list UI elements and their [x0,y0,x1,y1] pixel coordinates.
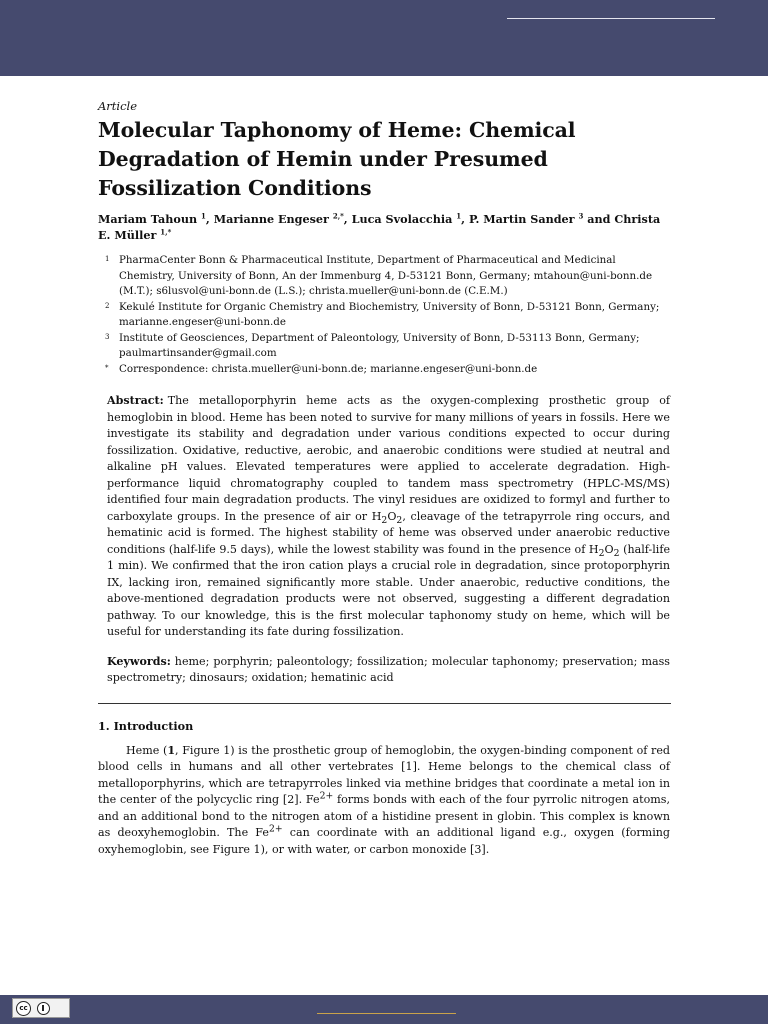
header-rule [507,18,715,19]
author-list [98,211,670,243]
compound-number: 1 [167,743,176,757]
introduction-paragraph [98,743,670,859]
author-name: Mariam Tahoun [98,212,198,226]
article-title: Molecular Taphonomy of Heme: Chemical Degradation of Hemin under Presumed Fossilization Conditions [98,118,576,200]
affiliation-list [98,253,670,377]
author-affil-mark: 3 [578,211,584,221]
affiliation-marker: * [105,363,109,372]
author-name: Marianne Engeser [213,212,329,226]
abstract-text: (half-life 1 min). We confirmed that the iron cation plays a crucial role in degradation, since protoporphyrin IX, lacking iron, remained significantly more stable. Under anaerobic, reductive conditions, the above-mentioned degradation products were not observed, suggesting a different degradation pathway. To our knowledge, this is the first molecular taphonomy study on heme, which will be useful for understanding its fate during fossilization. [107,542,671,638]
creative-commons-icon: cc [16,1001,31,1016]
subscript: 2 [613,547,620,559]
keywords [107,654,670,687]
affiliation-item [98,253,670,300]
affiliation-text: Kekulé Institute for Organic Chemistry and Biochemistry, University of Bonn, D-53121 Bonn, Germany; marianne.engeser@uni-bonn.de [119,300,660,328]
superscript: 2+ [319,790,334,802]
abstract-text: O [387,509,397,523]
subscript: 2 [598,547,605,559]
footer-rule [317,1013,456,1014]
footer-banner [0,995,768,1024]
author-separator: and [583,212,615,226]
author-name: Christa E. Müller [98,212,661,242]
article-body [98,99,670,858]
author-separator: , [343,212,352,226]
author-separator: , [461,212,469,226]
superscript: 2+ [268,823,283,835]
abstract-text: O [604,542,614,556]
body-text: Heme ( [126,743,168,757]
body-text: can coordinate with an additional ligand e.g., oxygen (forming oxyhemoglobin, see Figure 1), or with water, or carbon monoxide [3]. [98,826,670,856]
affiliation-text: Correspondence: christa.mueller@uni-bonn.de; marianne.engeser@uni-bonn.de [119,362,538,375]
author-name: P. Martin Sander [468,212,575,226]
abstract [107,393,670,641]
header-banner [0,0,768,76]
section-divider [98,703,671,704]
author-affil-mark: 1 [456,211,462,221]
affiliation-item [98,362,670,378]
keywords-text: heme; porphyrin; paleontology; fossilization; molecular taphonomy; preservation; mass spectrometry; dinosaurs; oxidation; hematinic acid [107,654,670,684]
abstract-label: Abstract: [107,394,164,407]
author-affil-mark: 1,* [160,227,172,237]
body-text: , Figure 1) is the prosthetic group of hemoglobin, the oxygen-binding component of red blood cells in humans and all other vertebrates [1]. Heme belongs to the chemical class of metalloporphyrins, which are tetrapyrroles linked via methine bridges that coordinate a metal ion in the center of the polycyclic ring [2]. Fe [98,743,670,806]
article-type: Article [98,99,138,113]
affiliation-text: Institute of Geosciences, Department of Paleontology, University of Bonn, D-53113 Bonn, Germany; paulmartinsander@gmail.com [119,331,640,359]
body-text: forms bonds with each of the four pyrrolic nitrogen atoms, and an additional bond to the nitrogen atom of a histidine present in globin. This complex is known as deoxyhemoglobin. The Fe [98,793,670,839]
subscript: 2 [381,514,388,526]
abstract-text: , cleavage of the tetrapyrrole ring occurs, and hematinic acid is formed. The highest stability of heme was observed under anaerobic reductive conditions (half-life 9.5 days), while the lowest stability was found in the presence of H [107,509,670,556]
attribution-icon [37,1002,50,1015]
author-affil-mark: 1 [201,211,206,221]
keywords-label: Keywords: [107,654,171,668]
subscript: 2 [396,514,403,526]
affiliation-item [98,331,670,362]
affiliation-marker: 3 [105,332,110,341]
author-separator: , [205,212,214,226]
affiliation-marker: 1 [105,255,110,263]
abstract-text: The metalloporphyrin heme acts as the oxygen-complexing prosthetic group of hemoglobin in blood. Heme has been noted to survive for many millions of years in fossils. Here we investigate its stability and degradation under various conditions expected to occur during fossilization. Oxidative, reductive, aerobic, and anaerobic conditions were studied at neutral and alkaline pH values. Elevated temperatures were applied to accelerate degradation. High-performance liquid chromatography coupled to tandem mass spectrometry (HPLC-MS/MS) identified four main degradation products. The vinyl residues are oxidized to formyl and further to carboxylate groups. In the presence of air or H [107,394,670,523]
affiliation-text: PharmaCenter Bonn & Pharmaceutical Institute, Department of Pharmaceutical and Medicinal Chemistry, University of Bonn, An der Immenburg 4, D-53121 Bonn, Germany; mtahoun@uni-bonn.de (M.T.); s6lusvol@uni-bonn.de (L.S.); christa.mueller@uni-bonn.de (C.E.M.) [119,254,653,297]
section-heading: 1. Introduction [98,718,194,733]
author-name: Luca Svolacchia [351,212,453,226]
affiliation-marker: 2 [105,301,110,310]
affiliation-item [98,300,670,331]
cc-by-icon[interactable] [12,998,70,1018]
author-affil-mark: 2,* [332,211,344,221]
